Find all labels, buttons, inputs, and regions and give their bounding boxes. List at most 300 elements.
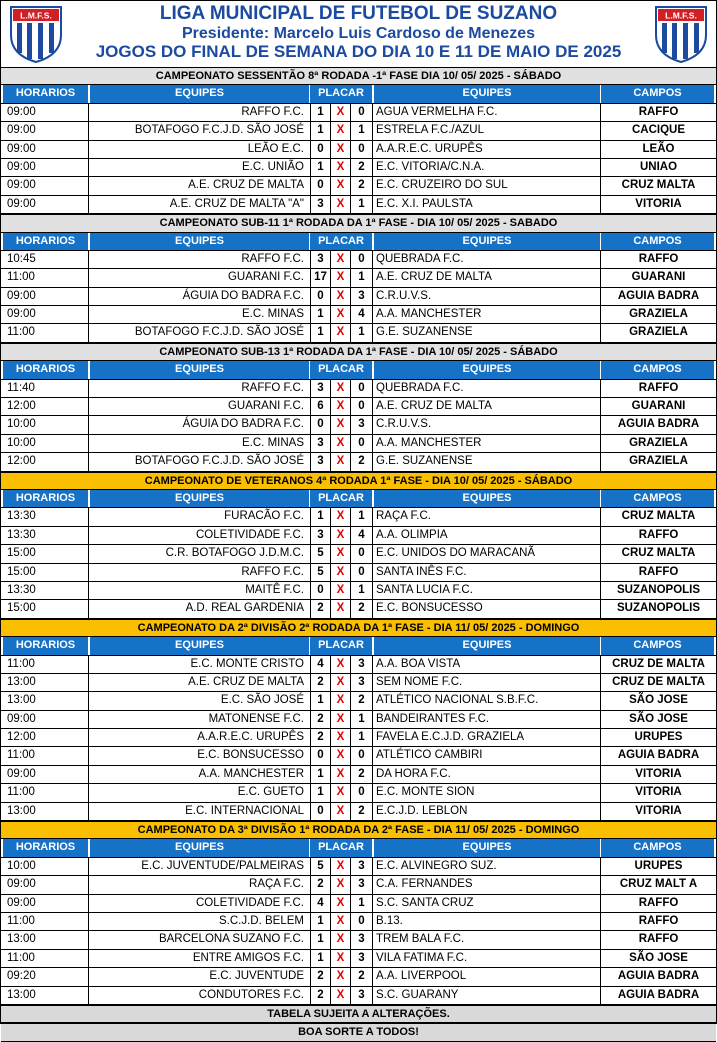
versus-mark: X [330,747,350,764]
game-time: 09:20 [7,970,36,983]
away-team: AGUA VERMELHA F.C. [372,104,600,121]
game-time: 12:00 [7,400,36,413]
placar-header: PLACAR [310,361,372,378]
home-score: 3 [310,453,330,470]
home-team-header: EQUIPES [90,839,309,856]
home-team: COLETIVIDADE F.C. [88,527,310,544]
footer [1,1005,716,1042]
home-team: FURACÃO F.C. [88,508,310,525]
versus-mark: X [330,692,350,709]
game-row [1,711,716,729]
home-team: MATONENSE F.C. [88,711,310,728]
home-team: A.A. MANCHESTER [88,766,310,783]
away-score: 0 [350,564,372,581]
schedule-sections [1,67,716,1042]
game-time: 11:00 [7,271,35,284]
game-row [1,104,716,122]
game-time: 09:00 [7,878,36,891]
versus-mark: X [330,950,350,967]
away-team: A.A.R.E.C. URUPÊS [372,141,600,158]
game-time: 11:00 [7,914,35,927]
game-time: 09:00 [7,142,36,155]
game-time: 13:30 [7,583,36,596]
home-score: 1 [310,159,330,176]
game-time: 09:00 [7,767,36,780]
home-score: 1 [310,104,330,121]
game-time: 09:00 [7,105,36,118]
versus-mark: X [330,453,350,470]
away-team: VILA FATIMA F.C. [372,950,600,967]
home-score: 2 [310,711,330,728]
game-time: 10:00 [7,859,36,872]
game-time: 13:00 [7,675,36,688]
game-row [1,766,716,784]
game-row [1,177,716,195]
home-score: 1 [310,950,330,967]
field-name: CACIQUE [600,122,716,139]
versus-mark: X [330,968,350,985]
home-team: MAITÊ F.C. [88,582,310,599]
away-team: E.C. X.I. PAULSTA [372,196,600,213]
away-team: A.E. CRUZ DE MALTA [372,398,600,415]
campos-header: CAMPOS [601,839,714,856]
game-row [1,876,716,894]
home-team: E.C. UNIÃO [88,159,310,176]
field-name: RAFFO [600,913,716,930]
home-score: 0 [310,141,330,158]
field-name: VITORIA [600,803,716,820]
away-team: S.C. GUARANY [372,987,600,1004]
field-name: SUZANOPOLIS [600,600,716,617]
versus-mark: X [330,416,350,433]
game-time: 09:00 [7,160,36,173]
game-row [1,968,716,986]
home-team: LEÃO E.C. [88,141,310,158]
field-name: AGUIA BADRA [600,987,716,1004]
field-name: GUARANI [600,398,716,415]
home-score: 0 [310,416,330,433]
game-time: 11:00 [7,326,35,339]
game-time: 12:00 [7,731,36,744]
away-team: E.C. MONTE SION [372,784,600,801]
column-header-row [1,233,716,251]
field-name: RAFFO [600,564,716,581]
away-team: QUEBRADA F.C. [372,380,600,397]
away-score: 1 [350,895,372,912]
home-team: CONDUTORES F.C. [88,987,310,1004]
schedule-section [1,214,716,343]
game-row [1,416,716,434]
column-header-row [1,490,716,508]
away-score: 1 [350,508,372,525]
game-time: 13:00 [7,933,36,946]
home-team: E.C. INTERNACIONAL [88,803,310,820]
versus-mark: X [330,656,350,673]
game-row [1,306,716,324]
away-score: 1 [350,711,372,728]
field-name: AGUIA BADRA [600,288,716,305]
game-row [1,950,716,968]
game-row [1,656,716,674]
campos-header: CAMPOS [601,637,714,654]
away-team: ATLÉTICO CAMBIRI [372,747,600,764]
field-name: RAFFO [600,104,716,121]
game-row [1,564,716,582]
field-name: VITORIA [600,766,716,783]
home-team: A.D. REAL GARDENIA [88,600,310,617]
away-team: SEM NOME F.C. [372,674,600,691]
game-row [1,858,716,876]
campos-header: CAMPOS [601,361,714,378]
home-team: RAÇA F.C. [88,876,310,893]
section-title: CAMPEONATO SESSENTÃO 8ª RODADA -1ª FASE DIA 10/ 05/ 2025 - SÁBADO [1,67,716,85]
home-team: BOTAFOGO F.C.J.D. SÃO JOSÉ [88,453,310,470]
game-time: 15:00 [7,547,36,560]
away-team: A.A. LIVERPOOL [372,968,600,985]
versus-mark: X [330,987,350,1004]
away-score: 1 [350,324,372,341]
away-score: 2 [350,766,372,783]
game-row [1,729,716,747]
away-team-header: EQUIPES [374,839,600,856]
home-score: 4 [310,895,330,912]
game-time: 09:00 [7,179,36,192]
home-team: A.E. CRUZ DE MALTA [88,674,310,691]
home-team: BARCELONA SUZANO F.C. [88,931,310,948]
game-row [1,913,716,931]
field-name: GRAZIELA [600,306,716,323]
home-score: 5 [310,545,330,562]
field-name: LEÃO [600,141,716,158]
horarios-header: HORARIOS [3,839,88,856]
game-row [1,324,716,342]
away-score: 3 [350,876,372,893]
away-score: 0 [350,747,372,764]
home-team: BOTAFOGO F.C.J.D. SÃO JOSÉ [88,324,310,341]
game-time: 09:00 [7,308,36,321]
page-header [1,1,716,67]
game-time: 12:00 [7,455,36,468]
president-line: Presidente: Marcelo Luis Cardoso de Menezes [182,25,535,42]
versus-mark: X [330,177,350,194]
game-time: 11:00 [7,786,35,799]
versus-mark: X [330,803,350,820]
field-name: RAFFO [600,931,716,948]
home-score: 6 [310,398,330,415]
placar-header: PLACAR [310,85,372,102]
league-title: LIGA MUNICIPAL DE FUTEBOL DE SUZANO [159,3,558,24]
placar-header: PLACAR [310,637,372,654]
home-score: 3 [310,380,330,397]
game-row [1,159,716,177]
versus-mark: X [330,435,350,452]
home-team-header: EQUIPES [90,490,309,507]
home-score: 5 [310,564,330,581]
game-row [1,784,716,802]
campos-header: CAMPOS [601,233,714,250]
away-team: G.E. SUZANENSE [372,453,600,470]
field-name: RAFFO [600,380,716,397]
home-team: GUARANI F.C. [88,398,310,415]
field-name: SÃO JOSE [600,711,716,728]
field-name: AGUIA BADRA [600,747,716,764]
logo-text-right: L.M.F.S. [665,10,697,21]
away-score: 3 [350,931,372,948]
game-time: 10:45 [7,252,36,265]
field-name: GRAZIELA [600,324,716,341]
versus-mark: X [330,895,350,912]
home-team: RAFFO F.C. [88,104,310,121]
home-score: 2 [310,968,330,985]
home-score: 0 [310,177,330,194]
game-time: 13:00 [7,694,36,707]
game-time: 13:30 [7,528,36,541]
home-team: S.C.J.D. BELEM [88,913,310,930]
game-time: 09:00 [7,289,36,302]
horarios-header: HORARIOS [3,361,88,378]
home-score: 2 [310,987,330,1004]
home-score: 3 [310,527,330,544]
home-score: 1 [310,122,330,139]
away-team: E.C. BONSUCESSO [372,600,600,617]
section-title: CAMPEONATO DE VETERANOS 4ª RODADA 1ª FASE - DIA 10/ 05/ 2025 - SÁBADO [1,472,716,490]
game-time: 11:00 [7,749,35,762]
home-team: E.C. BONSUCESSO [88,747,310,764]
away-score: 2 [350,968,372,985]
away-score: 2 [350,600,372,617]
game-row [1,692,716,710]
away-score: 2 [350,803,372,820]
game-row [1,987,716,1005]
away-score: 0 [350,104,372,121]
field-name: AGUIA BADRA [600,416,716,433]
home-team: E.C. JUVENTUDE [88,968,310,985]
away-score: 3 [350,950,372,967]
home-team: RAFFO F.C. [88,564,310,581]
game-row [1,141,716,159]
versus-mark: X [330,582,350,599]
versus-mark: X [330,564,350,581]
section-title: CAMPEONATO DA 2ª DIVISÃO 2ª RODADA DA 1ª FASE - DIA 11/ 05/ 2025 - DOMINGO [1,619,716,637]
schedule-section [1,619,716,821]
field-name: AGUIA BADRA [600,968,716,985]
column-header-row [1,361,716,379]
home-score: 1 [310,766,330,783]
home-score: 5 [310,858,330,875]
field-name: GRAZIELA [600,453,716,470]
home-team-header: EQUIPES [90,637,309,654]
field-name: SÃO JOSE [600,692,716,709]
away-score: 3 [350,416,372,433]
away-score: 0 [350,784,372,801]
versus-mark: X [330,766,350,783]
versus-mark: X [330,159,350,176]
game-row [1,600,716,618]
versus-mark: X [330,711,350,728]
field-name: SUZANOPOLIS [600,582,716,599]
away-team: B.13. [372,913,600,930]
horarios-header: HORARIOS [3,233,88,250]
home-score: 2 [310,876,330,893]
versus-mark: X [330,931,350,948]
versus-mark: X [330,784,350,801]
away-score: 3 [350,987,372,1004]
away-score: 4 [350,306,372,323]
away-team: A.A. MANCHESTER [372,306,600,323]
home-team: E.C. GUETO [88,784,310,801]
away-team: BANDEIRANTES F.C. [372,711,600,728]
home-team: RAFFO F.C. [88,251,310,268]
game-row [1,931,716,949]
game-row [1,895,716,913]
game-row [1,582,716,600]
league-shield-logo-right [652,5,710,63]
versus-mark: X [330,398,350,415]
away-team: FAVELA E.C.J.D. GRAZIELA [372,729,600,746]
home-team: A.E. CRUZ DE MALTA [88,177,310,194]
field-name: CRUZ MALTA [600,177,716,194]
away-team: A.E. CRUZ DE MALTA [372,269,600,286]
game-time: 09:00 [7,124,36,137]
campos-header: CAMPOS [601,490,714,507]
home-score: 3 [310,435,330,452]
versus-mark: X [330,729,350,746]
placar-header: PLACAR [310,233,372,250]
away-score: 0 [350,435,372,452]
away-team: C.R.U.V.S. [372,416,600,433]
away-score: 0 [350,398,372,415]
home-score: 0 [310,582,330,599]
footer-greeting: BOA SORTE A TODOS! [1,1023,716,1041]
away-score: 1 [350,196,372,213]
away-score: 2 [350,453,372,470]
game-row [1,251,716,269]
home-team: A.E. CRUZ DE MALTA "A" [88,196,310,213]
away-score: 1 [350,729,372,746]
away-team: A.A. OLIMPIA [372,527,600,544]
game-row [1,435,716,453]
field-name: URUPES [600,729,716,746]
home-score: 1 [310,324,330,341]
versus-mark: X [330,674,350,691]
away-score: 2 [350,177,372,194]
field-name: GRAZIELA [600,435,716,452]
game-row [1,269,716,287]
home-score: 1 [310,784,330,801]
home-score: 2 [310,729,330,746]
home-team: ÁGUIA DO BADRA F.C. [88,416,310,433]
placar-header: PLACAR [310,490,372,507]
away-team: E.C. UNIDOS DO MARACANÃ [372,545,600,562]
home-team: E.C. MINAS [88,306,310,323]
home-team: E.C. SÃO JOSÉ [88,692,310,709]
horarios-header: HORARIOS [3,85,88,102]
versus-mark: X [330,508,350,525]
away-score: 0 [350,380,372,397]
game-time: 15:00 [7,602,36,615]
versus-mark: X [330,527,350,544]
home-team: E.C. MINAS [88,435,310,452]
away-team-header: EQUIPES [374,233,600,250]
placar-header: PLACAR [310,839,372,856]
schedule-section [1,343,716,472]
home-score: 1 [310,508,330,525]
away-team-header: EQUIPES [374,85,600,102]
versus-mark: X [330,141,350,158]
game-row [1,803,716,821]
versus-mark: X [330,104,350,121]
away-score: 2 [350,692,372,709]
away-team: DA HORA F.C. [372,766,600,783]
field-name: RAFFO [600,895,716,912]
field-name: RAFFO [600,527,716,544]
horarios-header: HORARIOS [3,490,88,507]
away-team: SANTA INÊS F.C. [372,564,600,581]
horarios-header: HORARIOS [3,637,88,654]
versus-mark: X [330,122,350,139]
versus-mark: X [330,600,350,617]
away-team-header: EQUIPES [374,490,600,507]
versus-mark: X [330,324,350,341]
schedule-section [1,67,716,214]
home-team: E.C. MONTE CRISTO [88,656,310,673]
game-time: 09:00 [7,712,36,725]
home-team: E.C. JUVENTUDE/PALMEIRAS [88,858,310,875]
away-team: SANTA LUCIA F.C. [372,582,600,599]
away-team: E.C. CRUZEIRO DO SUL [372,177,600,194]
logo-text-left: L.M.F.S. [20,10,52,21]
game-time: 13:00 [7,988,36,1001]
home-score: 3 [310,251,330,268]
field-name: UNIAO [600,159,716,176]
game-time: 11:00 [7,951,35,964]
versus-mark: X [330,196,350,213]
field-name: GUARANI [600,269,716,286]
game-time: 10:00 [7,436,36,449]
home-score: 3 [310,196,330,213]
away-score: 4 [350,527,372,544]
field-name: CRUZ MALTA [600,545,716,562]
versus-mark: X [330,251,350,268]
game-row [1,288,716,306]
away-score: 3 [350,288,372,305]
home-score: 4 [310,656,330,673]
away-score: 0 [350,251,372,268]
away-team: C.A. FERNANDES [372,876,600,893]
away-score: 1 [350,269,372,286]
home-team: ÁGUIA DO BADRA F.C. [88,288,310,305]
away-team: G.E. SUZANENSE [372,324,600,341]
home-team: RAFFO F.C. [88,380,310,397]
home-score: 0 [310,803,330,820]
field-name: VITORIA [600,196,716,213]
home-score: 2 [310,674,330,691]
home-score: 1 [310,931,330,948]
field-name: CRUZ DE MALTA [600,674,716,691]
game-row [1,508,716,526]
game-row [1,453,716,471]
section-title: CAMPEONATO DA 3ª DIVISÃO 1ª RODADA DA 2ª FASE - DIA 11/ 05/ 2025 - DOMINGO [1,821,716,839]
field-name: CRUZ MALT A [600,876,716,893]
versus-mark: X [330,876,350,893]
schedule-subtitle: JOGOS DO FINAL DE SEMANA DO DIA 10 E 11 DE MAIO DE 2025 [95,42,622,61]
game-row [1,122,716,140]
game-time: 11:40 [7,381,35,394]
field-name: SÃO JOSE [600,950,716,967]
column-header-row [1,85,716,103]
home-score: 1 [310,306,330,323]
home-team: COLETIVIDADE F.C. [88,895,310,912]
